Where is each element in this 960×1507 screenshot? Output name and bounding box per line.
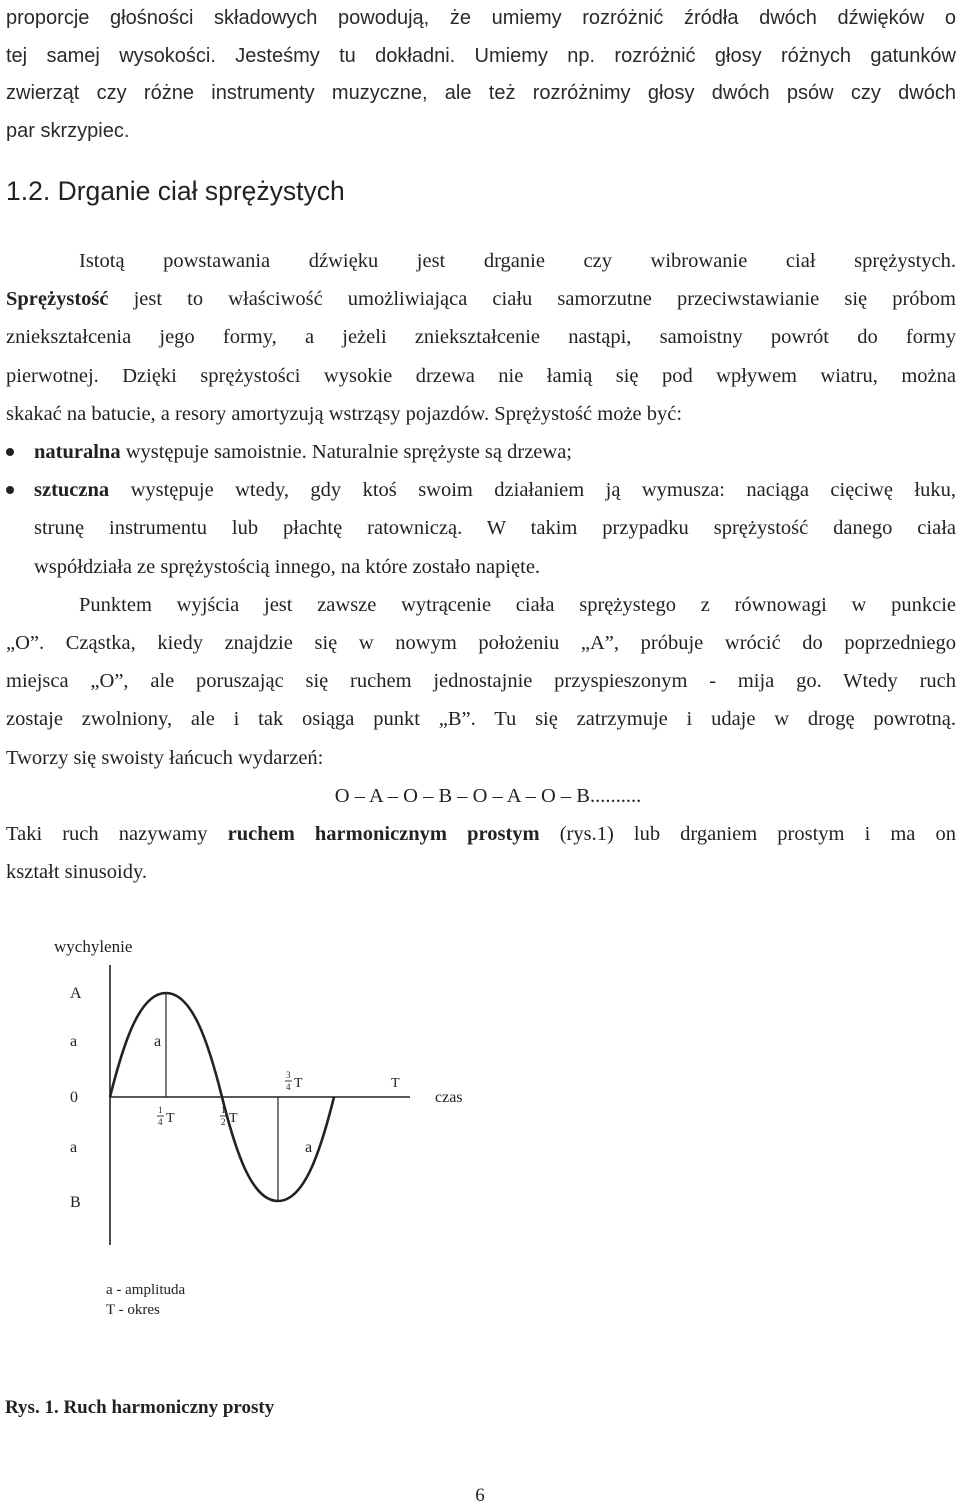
bullet-line: strunę instrumentu lub płachtę ratowniczą. W takim przypadku sprężystość danego ciała [34,517,956,540]
bullet-term: naturalna [34,441,121,464]
amplitude-label-lower: a [305,1139,313,1156]
t-half-label: T [229,1111,238,1126]
body-line: miejsca „O”, ale poruszając się ruchem jednostajnie przyspieszonym - mija go. Wtedy ruch [6,670,956,693]
y-label-a-lower: a [70,1139,78,1156]
bullet-line [34,471,956,509]
body-line: zniekształcenia jego formy, a jeżeli zniekształcenie nastąpi, samoistny powrót do formy [6,326,956,349]
bullet-line: współdziała ze sprężystością innego, na które zostało napięte. [34,555,541,578]
frac-three-quarter-num: 3 [286,1070,291,1080]
y-label-a-upper: a [70,1033,78,1050]
term-sprezystosc: Sprężystość [6,288,109,311]
y-label-A: A [70,985,82,1002]
body-line: skakać na batucie, a resory amortyzują wstrząsy pojazdów. Sprężystość może być: [6,402,683,425]
body-line: Tworzy się swoisty łańcuch wydarzeń: [6,746,324,769]
bullet-text: występuje samoistnie. Naturalnie sprężyste są drzewa; [120,441,572,464]
term-ruch-harmoniczny: ruchem harmonicznym prostym [227,823,540,846]
body-line: „O”. Cząstka, kiedy znajdzie się w nowym położeniu „A”, próbuje wrócić do poprzedniego [6,632,956,655]
t-full-label: T [391,1076,400,1091]
body-line: kształt sinusoidy. [6,861,148,884]
intro-paragraph [6,0,956,150]
y-label-B: B [70,1194,81,1211]
x-axis-title: czas [435,1089,463,1106]
y-label-zero: 0 [70,1089,78,1106]
intro-line: tej samej wysokości. Jesteśmy tu dokładni. Umiemy np. rozróżnić głosy różnych gatunków [6,44,956,67]
body-line-post: (rys.1) lub drganiem prostym i ma on [539,823,956,846]
body-line [6,280,956,318]
body-line-pre: Taki ruch nazywamy [6,823,228,846]
event-sequence: O – A – O – B – O – A – O – B.......... [334,784,642,807]
section-heading: 1.2. Drganie ciał sprężystych [6,176,345,206]
sinusoid-diagram [0,925,520,1325]
bullet-icon [6,486,14,494]
body-line [6,815,956,853]
t-quarter-label: T [166,1111,175,1126]
body-line: pierwotnej. Dzięki sprężystości wysokie drzewa nie łamią się pod wpływem wiatru, można [6,364,956,387]
body-line: zostaje zwolniony, ale i tak osiąga punkt „B”. Tu się zatrzymuje i udaje w drogę powrotną. [6,708,956,731]
frac-quarter-num: 1 [158,1105,163,1115]
figure-caption: Rys. 1. Ruch harmoniczny prosty [5,1397,275,1418]
frac-half-num: 1 [221,1105,226,1115]
figure-harmonic-motion [0,925,520,1325]
bullet-term: sztuczna [34,479,110,502]
intro-line: proporcje głośności składowych powodują, że umiemy rozróżnić źródła dwóch dźwięków o [6,7,956,29]
body-line: Istotą powstawania dźwięku jest drganie czy wibrowanie ciał sprężystych. [79,250,956,272]
body-line: Punktem wyjścia jest zawsze wytrącenie ciała sprężystego z równowagi w punkcie [79,593,956,616]
y-axis-title: wychylenie [54,937,133,956]
legend-amplitude: a - amplituda [106,1282,186,1298]
bullet-text: występuje wtedy, gdy ktoś swoim działaniem ją wymusza: naciąga cięciwę łuku, [109,479,956,502]
intro-line: zwierząt czy różne instrumenty muzyczne, ale też rozróżnimy głosy dwóch psów czy dwóch [6,82,956,104]
bullet-line [34,433,956,471]
t-three-quarter-label: T [294,1076,303,1091]
bullet-item-sztuczna [6,471,956,586]
body-line-rest: jest to właściwość umożliwiająca ciału samorzutne przeciwstawianie się próbom [108,288,956,311]
body-text [6,242,956,891]
frac-three-quarter-den: 4 [286,1082,291,1092]
page-number: 6 [475,1485,485,1506]
legend-period: T - okres [106,1302,160,1318]
intro-line: par skrzypiec. [6,119,130,142]
frac-half-den: 2 [221,1117,226,1127]
frac-quarter-den: 4 [158,1117,163,1127]
bullet-item-naturalna [6,433,956,471]
bullet-icon [6,448,14,456]
amplitude-label-upper: a [154,1033,162,1050]
